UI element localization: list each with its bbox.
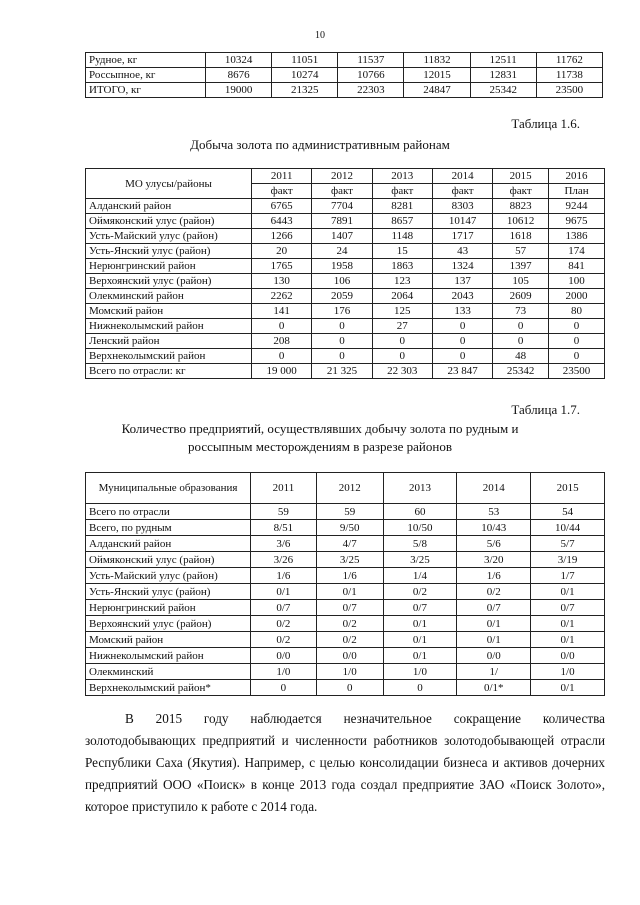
row-label: Усть-Майский улус (район) [86,229,252,244]
table-row [86,274,605,289]
table-cell: 12831 [470,68,536,83]
table-cell: 5/7 [531,536,605,552]
table-cell: 9244 [549,199,605,214]
row-label: Всего, по рудным [86,520,251,536]
table-cell: 0 [432,319,492,334]
table-cell: 21 325 [312,364,372,379]
table-cell: 0 [432,349,492,364]
table-cell: 43 [432,244,492,259]
table-cell: 1266 [252,229,312,244]
table-cell: 125 [372,304,432,319]
table16-year: 2011 [252,169,312,184]
table-cell: 1386 [549,229,605,244]
table-cell: 21325 [272,83,338,98]
table-cell: 0/7 [383,600,457,616]
row-label: Нижнеколымский район [86,319,252,334]
row-label: Усть-Янский улус (район) [86,584,251,600]
table-cell: 8281 [372,199,432,214]
table-cell: 0 [493,319,549,334]
table16-subheader: факт [493,184,549,199]
table-cell: 9675 [549,214,605,229]
table-cell: 0 [549,334,605,349]
table16-body [86,199,605,379]
row-label: Усть-Янский улус (район) [86,244,252,259]
page-number: 10 [315,30,325,41]
table-cell: 10/43 [457,520,531,536]
table-cell: 6443 [252,214,312,229]
table-row [86,68,603,83]
table17-year: 2014 [457,473,531,504]
table-cell: 0/1 [316,584,383,600]
table-row [86,632,605,648]
table-cell: 23500 [549,364,605,379]
table-cell: 1618 [493,229,549,244]
table-cell: 0/2 [251,616,317,632]
table16-label: Таблица 1.6. [511,116,580,131]
table-cell: 0/1 [457,632,531,648]
table16-subheader: факт [372,184,432,199]
table-cell: 0 [493,334,549,349]
table17-title-line2: россыпным месторождениям в разрезе районов [188,439,452,454]
table-cell: 1/0 [251,664,317,680]
table-cell: 0/7 [457,600,531,616]
table17-header-row [86,473,605,504]
table-cell: 1/0 [383,664,457,680]
table-cell: 59 [316,504,383,520]
table-cell: 0 [312,334,372,349]
table-row [86,199,605,214]
table-cell: 1/ [457,664,531,680]
table-cell: 2609 [493,289,549,304]
table-cell: 8/51 [251,520,317,536]
table-cell: 20 [252,244,312,259]
table-cell: 0 [372,334,432,349]
table-cell: 1863 [372,259,432,274]
table-cell: 0 [316,680,383,696]
table-cell: 8823 [493,199,549,214]
table-row [86,334,605,349]
table-cell: 2043 [432,289,492,304]
table-row [86,568,605,584]
table-row [86,600,605,616]
table-cell: 0/2 [316,632,383,648]
table-row [86,349,605,364]
table-cell: 0/1 [383,632,457,648]
table17-year: 2012 [316,473,383,504]
table-cell: 10147 [432,214,492,229]
table-cell: 0/7 [316,600,383,616]
table-cell: 0 [252,319,312,334]
production-summary-body [86,53,603,98]
table16-year: 2015 [493,169,549,184]
table16-subheader: факт [432,184,492,199]
table-cell: 3/25 [316,552,383,568]
table-cell: 1/6 [457,568,531,584]
table-cell: 22303 [338,83,404,98]
table-cell: 73 [493,304,549,319]
row-label: Нерюнгринский район [86,600,251,616]
table-cell: 133 [432,304,492,319]
table-cell: 1/6 [251,568,317,584]
table-cell: 5/6 [457,536,531,552]
table-cell: 0 [251,680,317,696]
table-cell: 10/44 [531,520,605,536]
table-row [86,289,605,304]
table-cell: 11537 [338,53,404,68]
table17-header-mo: Муниципальные образования [86,473,251,504]
table-row [86,259,605,274]
table-cell: 22 303 [372,364,432,379]
table-row [86,584,605,600]
table-cell: 0 [312,319,372,334]
table-cell: 5/8 [383,536,457,552]
table16-year: 2013 [372,169,432,184]
table-row [86,616,605,632]
table-row [86,364,605,379]
table-cell: 0/0 [316,648,383,664]
table-cell: 100 [549,274,605,289]
table-cell: 0/2 [251,632,317,648]
table-cell: 2000 [549,289,605,304]
table-cell: 12511 [470,53,536,68]
table-cell: 137 [432,274,492,289]
table-cell: 3/25 [383,552,457,568]
table-cell: 11832 [404,53,470,68]
table-cell: 8676 [206,68,272,83]
gold-production-by-district-table [85,168,605,379]
table-cell: 15 [372,244,432,259]
row-label: Ленский район [86,334,252,349]
table-cell: 80 [549,304,605,319]
table-cell: 0/1 [383,616,457,632]
row-label: Момский район [86,304,252,319]
table-cell: 1/6 [316,568,383,584]
table16-subheader: факт [312,184,372,199]
table-cell: 1407 [312,229,372,244]
table-cell: 53 [457,504,531,520]
table17-body [86,504,605,696]
table-row [86,536,605,552]
table-cell: 841 [549,259,605,274]
table-cell: 0 [312,349,372,364]
table-cell: 8657 [372,214,432,229]
table-row [86,229,605,244]
table-cell: 11051 [272,53,338,68]
body-paragraph [85,708,605,818]
table-cell: 19000 [206,83,272,98]
table-cell: 12015 [404,68,470,83]
table-cell: 0/1 [531,584,605,600]
table-cell: 0/0 [457,648,531,664]
production-summary-table [85,52,603,98]
table-cell: 0 [383,680,457,696]
table-cell: 0 [549,319,605,334]
table-cell: 23500 [536,83,602,98]
table-cell: 11738 [536,68,602,83]
table-cell: 10/50 [383,520,457,536]
row-label: Нижнеколымский район [86,648,251,664]
table-cell: 25342 [470,83,536,98]
row-label: Верхнеколымский район* [86,680,251,696]
table-cell: 6765 [252,199,312,214]
table-cell: 10612 [493,214,549,229]
table-cell: 10274 [272,68,338,83]
table-cell: 9/50 [316,520,383,536]
table-row [86,214,605,229]
table-cell: 0/2 [457,584,531,600]
table-cell: 1/0 [531,664,605,680]
table-cell: 0/1* [457,680,531,696]
table-cell: 1324 [432,259,492,274]
table-cell: 57 [493,244,549,259]
table-cell: 2064 [372,289,432,304]
table-cell: 1397 [493,259,549,274]
table16-year: 2014 [432,169,492,184]
row-label: Алданский район [86,199,252,214]
table-cell: 1/4 [383,568,457,584]
table16-year: 2016 [549,169,605,184]
table-cell: 24 [312,244,372,259]
table-row [86,319,605,334]
table-cell: 10766 [338,68,404,83]
table-row [86,244,605,259]
row-label: Нерюнгринский район [86,259,252,274]
table-cell: 105 [493,274,549,289]
table-cell: 3/20 [457,552,531,568]
table-cell: 0/7 [251,600,317,616]
table-cell: 0/1 [531,680,605,696]
row-label: Усть-Майский улус (район) [86,568,251,584]
table-cell: 23 847 [432,364,492,379]
table-cell: 0 [252,349,312,364]
table-cell: 0 [372,349,432,364]
table-row [86,304,605,319]
row-label: Рудное, кг [86,53,206,68]
table17-year: 2015 [531,473,605,504]
table-cell: 176 [312,304,372,319]
table-row [86,648,605,664]
table-cell: 2059 [312,289,372,304]
table-cell: 1148 [372,229,432,244]
table-cell: 7704 [312,199,372,214]
table-cell: 27 [372,319,432,334]
table-cell: 1/7 [531,568,605,584]
table-row [86,680,605,696]
table-cell: 7891 [312,214,372,229]
table-row [86,552,605,568]
table-cell: 0/1 [531,632,605,648]
table17-year: 2011 [251,473,317,504]
row-label: Верхоянский улус (район) [86,616,251,632]
table-row [86,83,603,98]
table-cell: 10324 [206,53,272,68]
enterprise-count-table [85,472,605,696]
table-cell: 0/0 [251,648,317,664]
row-label: Олекминский [86,664,251,680]
table-cell: 0/1 [251,584,317,600]
table16-year: 2012 [312,169,372,184]
table-cell: 4/7 [316,536,383,552]
table-cell: 3/19 [531,552,605,568]
row-label: Олекминский район [86,289,252,304]
table-cell: 0/1 [383,648,457,664]
table-cell: 1958 [312,259,372,274]
row-label: Всего по отрасли: кг [86,364,252,379]
table-cell: 59 [251,504,317,520]
table-cell: 48 [493,349,549,364]
table-cell: 208 [252,334,312,349]
table-cell: 1717 [432,229,492,244]
table-cell: 0/1 [531,616,605,632]
table16-header-mo: МО улусы/районы [86,169,252,199]
table-cell: 24847 [404,83,470,98]
table-cell: 11762 [536,53,602,68]
table16-subheader: План [549,184,605,199]
row-label: Россыпное, кг [86,68,206,83]
table-cell: 141 [252,304,312,319]
table17-title-line1: Количество предприятий, осуществлявших добычу золота по рудным и [121,421,519,436]
table-cell: 0 [549,349,605,364]
table-cell: 8303 [432,199,492,214]
table-cell: 3/6 [251,536,317,552]
table-cell: 0/2 [383,584,457,600]
table-cell: 54 [531,504,605,520]
table-cell: 1/0 [316,664,383,680]
table-cell: 0/0 [531,648,605,664]
row-label: Алданский район [86,536,251,552]
table-cell: 0/7 [531,600,605,616]
table16-subheader: факт [252,184,312,199]
table-cell: 3/26 [251,552,317,568]
table-row [86,53,603,68]
table-cell: 123 [372,274,432,289]
table-row [86,504,605,520]
row-label: ИТОГО, кг [86,83,206,98]
table-cell: 174 [549,244,605,259]
table-row [86,664,605,680]
row-label: Верхнеколымский район [86,349,252,364]
table-cell: 0/2 [316,616,383,632]
row-label: Верхоянский улус (район) [86,274,252,289]
row-label: Оймяконский улус (район) [86,552,251,568]
table-cell: 60 [383,504,457,520]
row-label: Всего по отрасли [86,504,251,520]
table-cell: 25342 [493,364,549,379]
row-label: Оймяконский улус (район) [86,214,252,229]
table-cell: 19 000 [252,364,312,379]
table16-title: Добыча золота по административным районам [190,137,450,152]
table-cell: 2262 [252,289,312,304]
table-row [86,520,605,536]
table-cell: 130 [252,274,312,289]
body-paragraph-text: В 2015 году наблюдается незначительное сокращение количества золотодобывающих предприятий и численности работников золотодобывающей отрасли Республики Саха (Якутия). Например, с целью консолидации бизнеса и активов дочерних предприятий ООО «Поиск» в конце 2013 года создал предприятие ЗАО «Поиск Золото», которое приступило к работе с 2014 года. [85,711,605,814]
table-cell: 0 [432,334,492,349]
row-label: Момский район [86,632,251,648]
table17-year: 2013 [383,473,457,504]
table16-header-row [86,169,605,184]
table-cell: 106 [312,274,372,289]
table17-label: Таблица 1.7. [511,402,580,417]
table-cell: 1765 [252,259,312,274]
table-cell: 0/1 [457,616,531,632]
